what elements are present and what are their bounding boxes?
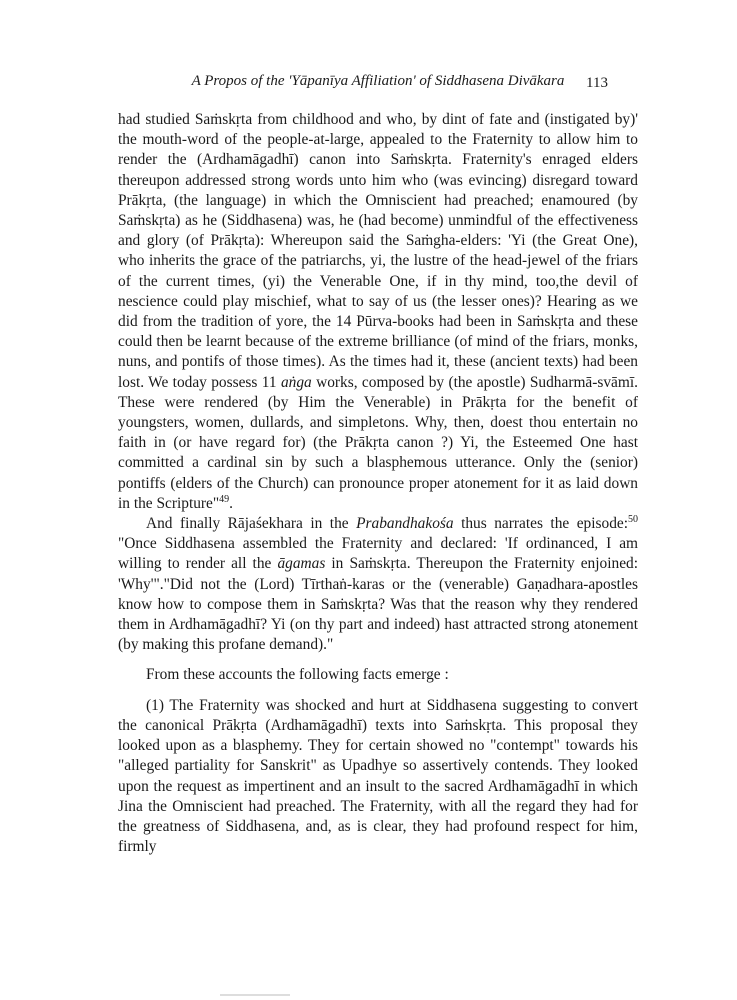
text-run: . xyxy=(229,494,234,512)
text-run: thus narrates the episode: xyxy=(453,515,628,533)
text-run: had studied Saṁskṛta from childhood and who, by dint of fate and (instigated by)' the mouth-word of the people-at-large, appealed to the Fraternity to allow him to render the (Ardhamāgadhī) canon into Saṁskṛta. Fraternity's enraged elders thereupon addressed strong words unto him who (was evincing) disregard toward Prākṛta, (the language) in which the Omniscient had preached; enamoured (by Saṁskṛta) as he (Siddhasena) was, he (had become) unmindful of the effectiveness and glory (of Prākṛta): Whereupon said the Saṁgha-elders: 'Yi (the Great One), who inherits the grace of the patriarchs, yi, the lustre of the head-jewel of the friars of the current times, (yi) the Venerable One, if in thy mind, too,the devil of nescience could play mischief, what to say of us (the lesser ones)? Hearing as we did from the tradition of yore, the 14 Pūrva-books had been in Saṁskṛta and these could then be learnt because of the extreme brilliance (of mind of the friars, monks, nuns, and pontifs of those times). As the times had it, these (ancient texts) had been lost. We today possess 11 xyxy=(118,111,638,391)
text-run: "Once Siddhasena assembled the Fraternity and declared: 'If ordinanced, I am willing to render all the xyxy=(118,535,638,573)
italic-term: āgamas xyxy=(277,555,326,573)
paragraph-1 xyxy=(118,110,638,514)
scan-mark xyxy=(220,994,290,996)
paragraph-2 xyxy=(118,514,638,655)
text-run: And finally Rājaśekhara in the xyxy=(146,515,357,533)
footnote-ref: 49 xyxy=(219,493,230,505)
running-title: A Propos of the 'Yāpanīya Affiliation' of Siddhasena Divākara xyxy=(191,73,565,89)
footnote-ref: 50 xyxy=(628,513,638,525)
text-run: in Saṁskṛta. Thereupon the Fraternity enjoined: 'Why'"."Did not the (Lord) Tīrthaṅ-karas or the (venerable) Gaṇadhara-apostles know how to compose them in Saṁskṛta? Was that the reason why they rendered them in Ardhamāgadhī? Yi (on thy part and indeed) hast attracted strong atonement (by making this profane demand)." xyxy=(118,555,639,654)
text-run: works, composed by (the apostle) Sudharmā-svāmī. These were rendered (by Him the Venerable) in Prākṛta for the benefit of youngsters, women, dullards, and simpletons. Why, then, doest thou entertain no faith in (or have regard for) (the Prākṛta canon ?) Yi, the Esteemed One hast committed a cardinal sin by such a blasphemous utterance. Only the (senior) pontiffs (elders of the Church) can pronounce proper atonement for it as laid down in the Scripture" xyxy=(118,373,638,512)
italic-title: Prabandhakośa xyxy=(356,515,454,533)
page-number: 113 xyxy=(586,75,608,91)
body-text xyxy=(118,110,638,857)
italic-term: aṅga xyxy=(280,373,312,391)
paragraph-4: (1) The Fraternity was shocked and hurt at Siddhasena suggesting to convert the canonical Prākṛta (Ardhamāgadhī) texts into Saṁskṛta. This proposal they looked upon as a blasphemy. They for certain showed no "contempt" towards his "alleged partiality for Sanskrit" as Upadhye so assertively contends. They looked upon the request as impertinent and an insult to the sacred Ardhamāgadhī in which Jina the Omniscient had preached. The Fraternity, with all the regard they had for the greatness of Siddhasena, and, as is clear, they had profound respect for him, firmly xyxy=(118,696,638,856)
paragraph-3: From these accounts the following facts emerge : xyxy=(146,666,449,684)
